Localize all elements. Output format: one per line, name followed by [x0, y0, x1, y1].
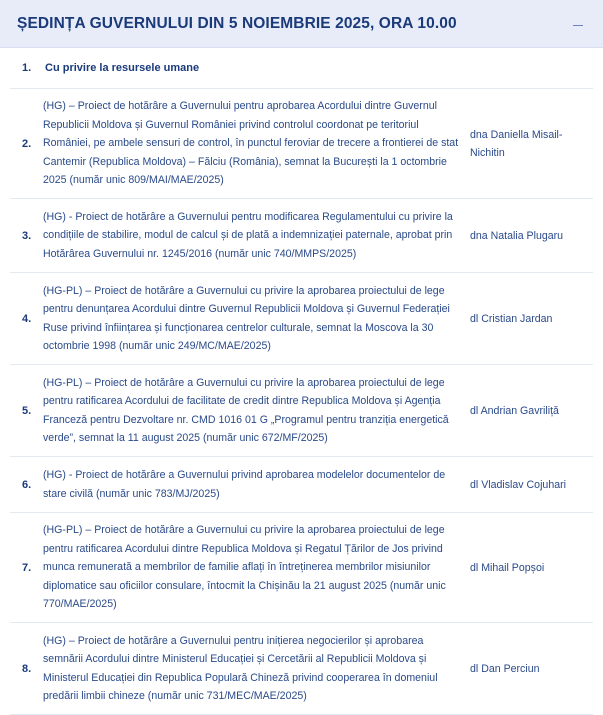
item-number: 4. — [22, 312, 32, 325]
item-responsible: dl Vladislav Cojuhari — [470, 478, 566, 491]
item-number: 3. — [22, 229, 32, 242]
agenda-item-4 — [10, 273, 593, 365]
item-responsible: dl Andrian Gavriliță — [470, 404, 559, 417]
item-number: 5. — [22, 404, 32, 417]
item-responsible: dl Dan Perciun — [470, 662, 540, 675]
agenda-item-7 — [10, 513, 593, 623]
item-responsible: dna Daniella Misail-Nichitin — [470, 128, 563, 159]
collapse-icon[interactable] — [571, 17, 585, 31]
agenda-item-6 — [10, 457, 593, 513]
item-number: 7. — [22, 561, 32, 574]
section-row — [10, 48, 593, 89]
item-responsible: dna Natalia Plugaru — [470, 229, 564, 242]
item-responsible: dl Cristian Jardan — [470, 312, 553, 325]
item-text: (HG-PL) – Proiect de hotărâre a Guvernului cu privire la aprobarea proiectului de lege pentru ratificarea Acordului dintre Republica Moldova și Regatul Țărilor de Jos privind munca remunerată a membrilor de familie aflați în întreținerea membrilor misiunilor diplomatice sau oficiilor consulare, întocmit la Chișinău la 21 august 2025 (număr unic 770/MAE/2025) — [43, 524, 446, 611]
section-label: Cu privire la resursele umane — [45, 62, 200, 74]
item-number: 8. — [22, 662, 32, 675]
agenda-header[interactable] — [0, 0, 603, 48]
item-number: 2. — [22, 137, 32, 150]
section-number: 1. — [22, 62, 32, 74]
item-text: (HG) - Proiect de hotărâre a Guvernului privind aprobarea modelelor documentelor de stare civilă (număr unic 783/MJ/2025) — [43, 469, 446, 500]
agenda-title: ȘEDINȚA GUVERNULUI DIN 5 NOIEMBRIE 2025, ORA 10.00 — [17, 14, 457, 32]
item-text: (HG) - Proiect de hotărâre a Guvernului pentru modificarea Regulamentului cu privire la condițiile de stabilire, modul de calcul și de plată a indemnizației paternale, aprobat prin Hotărârea Guvernului nr. 1245/2016 (număr unic 740/MMPS/2025) — [43, 210, 453, 260]
agenda-item-3 — [10, 199, 593, 273]
agenda-item-2 — [10, 89, 593, 199]
agenda-item-8 — [10, 623, 593, 715]
item-text: (HG-PL) – Proiect de hotărâre a Guvernului cu privire la aprobarea proiectului de lege pentru denunțarea Acordului dintre Guvernul Republicii Moldova și Guvernul Federației Ruse privind înființarea și funcționarea centrelor culturale, semnat la Moscova la 30 octombrie 1998 (număr unic 249/MC/MAE/2025) — [43, 284, 450, 352]
agenda-item-5 — [10, 365, 593, 457]
item-text: (HG) – Proiect de hotărâre a Guvernului pentru aprobarea Acordului dintre Guvernul Republicii Moldova și Guvernul României privind controlul coordonat pe teritoriul României, pe ambele sensuri de control, în punctul feroviar de trecere a frontierei de stat Cantemir (Republica Moldova) – Fălciu (România), semnat la București la 1 octombrie 2025 (număr unic 809/MAI/MAE/2025) — [43, 100, 459, 187]
item-text: (HG) – Proiect de hotărâre a Guvernului pentru inițierea negocierilor și aprobarea semnării Acordului dintre Ministerul Educației și Cercetării al Republicii Moldova și Ministerul Educației din Republica Populară Chineză privind cooperarea în domeniul predării limbii chineze (număr unic 731/MEC/MAE/2025) — [43, 634, 438, 702]
item-responsible: dl Mihail Popșoi — [470, 561, 545, 574]
item-text: (HG-PL) – Proiect de hotărâre a Guvernului cu privire la aprobarea proiectului de lege pentru ratificarea Acordului de facilitate de credit dintre Republica Moldova și Agenția Franceză pentru Dezvoltare nr. CMD 1016 01 G „Programul pentru tranziția energetică verde”, semnat la 11 august 2025 (număr unic 672/MF/2025) — [43, 376, 449, 444]
item-number: 6. — [22, 478, 32, 491]
